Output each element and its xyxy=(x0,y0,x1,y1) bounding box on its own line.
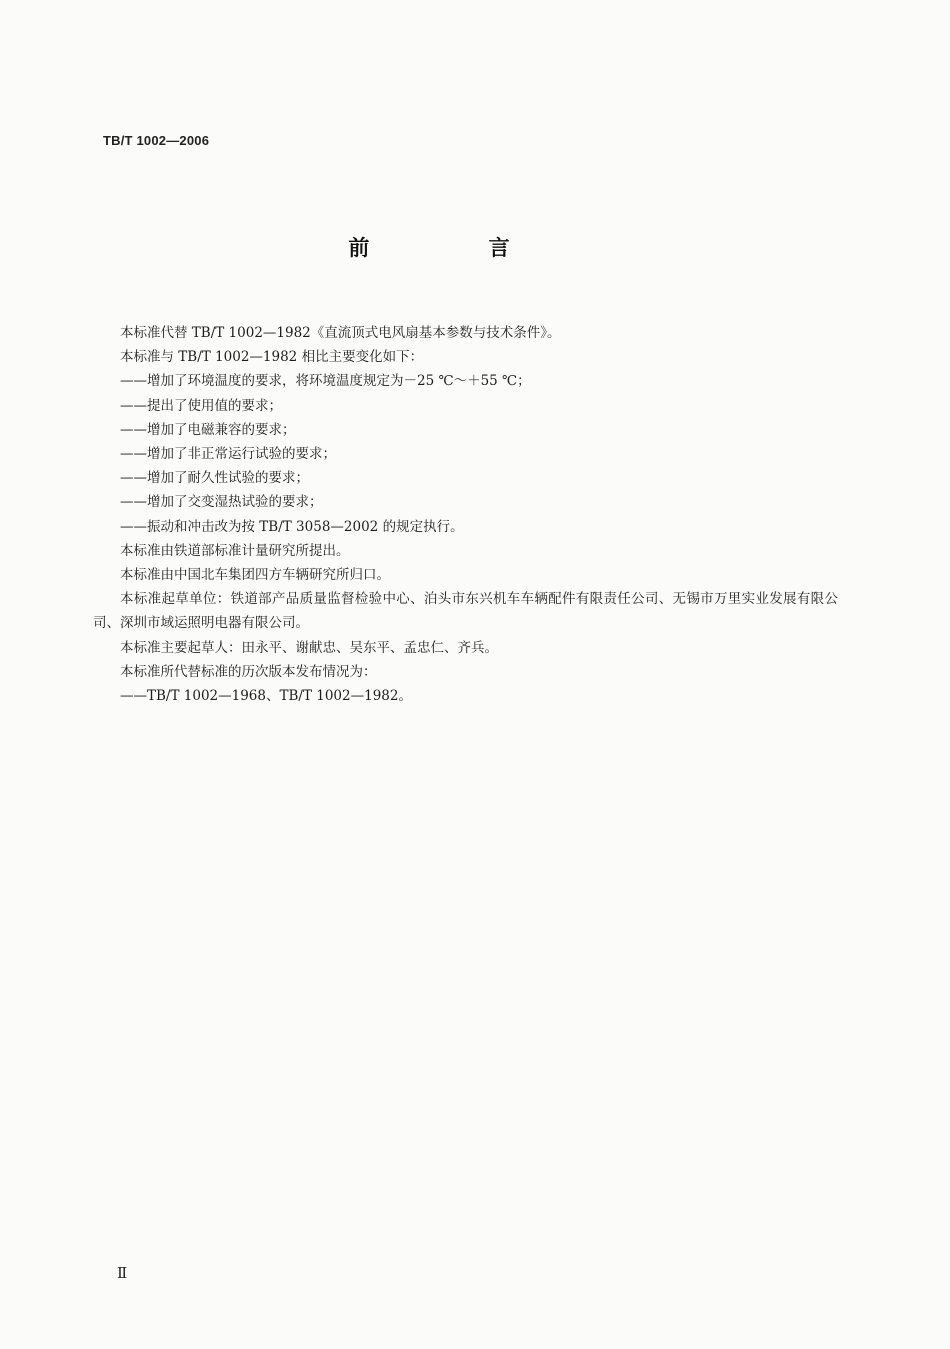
drafters-statement: 本标准主要起草人：田永平、谢献忠、吴东平、孟忠仁、齐兵。 xyxy=(120,639,498,656)
change-item: ——增加了交变湿热试验的要求； xyxy=(120,494,323,511)
drafting-units-statement: 本标准起草单位：铁道部产品质量监督检验中心、泊头市东兴机车车辆配件有限责任公司、无锡市万里实业发展有限公司、深圳市域运照明电器有限公司。 xyxy=(93,591,838,632)
history-intro: 本标准所代替标准的历次版本发布情况为： xyxy=(120,663,377,680)
change-item: ——增加了耐久性试验的要求； xyxy=(120,470,309,487)
history-item: ——TB/T 1002—1968、TB/T 1002—1982。 xyxy=(120,688,412,705)
foreword-body xyxy=(93,321,838,708)
page-number: Ⅱ xyxy=(117,1264,128,1282)
change-item: ——增加了电磁兼容的要求； xyxy=(120,421,296,438)
centralized-by-statement: 本标准由中国北车集团四方车辆研究所归口。 xyxy=(120,567,390,584)
change-item: ——增加了非正常运行试验的要求； xyxy=(120,446,336,463)
changes-intro: 本标准与 TB/T 1002—1982 相比主要变化如下： xyxy=(120,349,424,366)
replacement-statement: 本标准代替 TB/T 1002—1982《直流顶式电风扇基本参数与技术条件》。 xyxy=(120,325,561,341)
change-item: ——振动和冲击改为按 TB/T 3058—2002 的规定执行。 xyxy=(120,518,464,535)
page-title: 前 言 xyxy=(348,236,566,260)
change-item: ——提出了使用值的要求； xyxy=(120,397,282,414)
proposer-statement: 本标准由铁道部标准计量研究所提出。 xyxy=(120,542,350,559)
standard-code-header: TB/T 1002—2006 xyxy=(103,133,210,148)
change-item: ——增加了环境温度的要求，将环境温度规定为－25 ℃～＋55 ℃； xyxy=(120,373,531,390)
